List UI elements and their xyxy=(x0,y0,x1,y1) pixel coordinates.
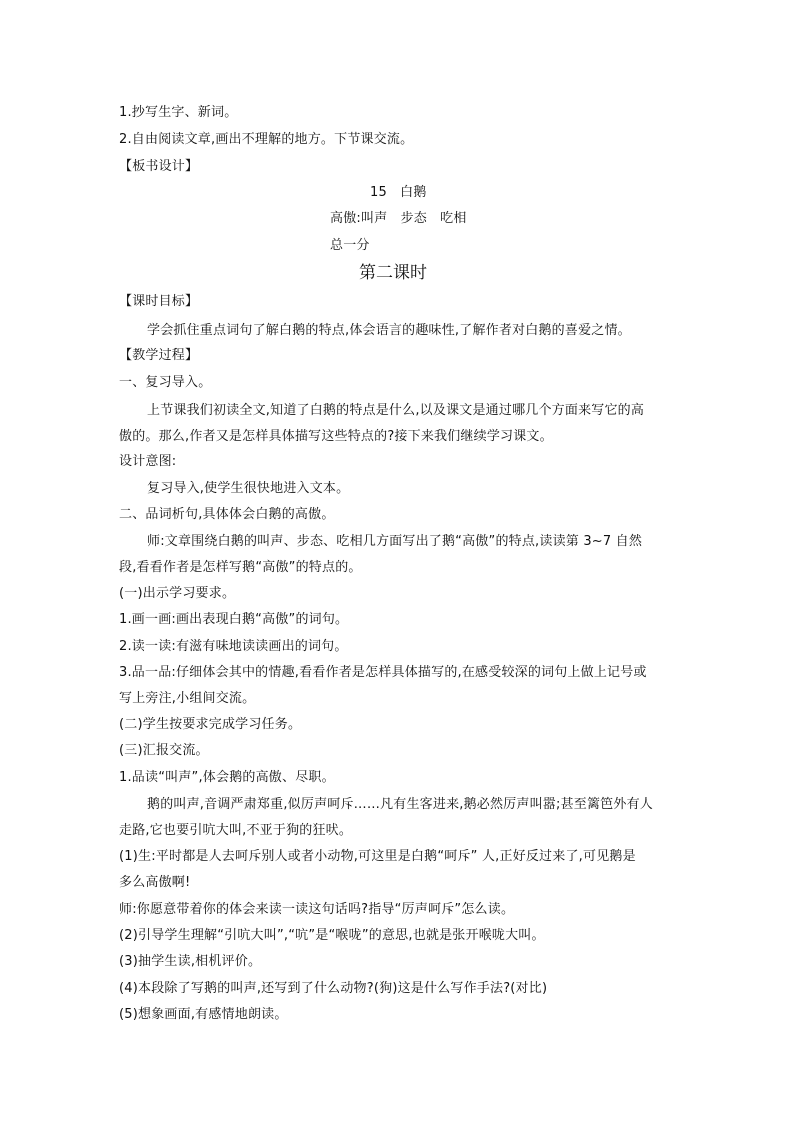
paragraph-line: 段,看看作者是怎样写鹅“高傲”的特点的。 xyxy=(119,560,362,575)
step-heading-review: 一、复习导入。 xyxy=(119,375,212,390)
list-item: (5)想象画面,有感情地朗读。 xyxy=(119,1007,288,1022)
section-heading-objectives: 【课时目标】 xyxy=(119,294,199,309)
list-item: 2.读一读:有滋有味地读读画出的词句。 xyxy=(119,639,348,654)
list-item: (1)生:平时都是人去呵斥别人或者小动物,可这里是白鹅“呵斥” 人,正好反过来了,可见鹅是 xyxy=(119,849,636,864)
paragraph-line: 写上旁注,小组间交流。 xyxy=(119,691,256,706)
board-design-structure: 总一分 xyxy=(330,238,370,253)
lesson-title: 第二课时 xyxy=(359,263,427,283)
paragraph-line: 上节课我们初读全文,知道了白鹅的特点是什么,以及课文是通过哪几个方面来写它的高 xyxy=(147,403,645,418)
paragraph-line: 复习导入,使学生很快地进入文本。 xyxy=(147,481,350,496)
list-item: (3)抽学生读,相机评价。 xyxy=(119,954,262,969)
paragraph-line: 师:文章围绕白鹅的叫声、步态、吃相几方面写出了鹅“高傲”的特点,读读第 3~7 自然 xyxy=(147,534,643,549)
list-item: 3.品一品:仔细体会其中的情趣,看看作者是怎样具体描写的,在感受较深的词句上做上记号或 xyxy=(119,665,647,680)
paragraph-line: 傲的。那么,作者又是怎样具体描写这些特点的?接下来我们继续学习课文。 xyxy=(119,429,553,444)
list-item: (4)本段除了写鹅的叫声,还写到了什么动物?(狗)这是什么写作手法?(对比) xyxy=(119,981,548,996)
sub-heading: (一)出示学习要求。 xyxy=(119,586,236,601)
list-item: 1.品读“叫声”,体会鹅的高傲、尽职。 xyxy=(119,770,335,785)
homework-item-2: 2.自由阅读文章,画出不理解的地方。下节课交流。 xyxy=(119,132,414,147)
paragraph-line: 师:你愿意带着你的体会来读一读这句话吗?指导“厉声呵斥”怎么读。 xyxy=(119,902,515,917)
quote-line: 鹅的叫声,音调严肃郑重,似厉声呵斥……凡有生客进来,鹅必然厉声叫嚣;甚至篱笆外有人 xyxy=(147,797,653,812)
section-heading-process: 【教学过程】 xyxy=(119,348,199,363)
homework-item-1: 1.抄写生字、新词。 xyxy=(119,105,238,120)
paragraph-line: 多么高傲啊! xyxy=(119,875,191,890)
design-intent-label: 设计意图: xyxy=(119,454,177,469)
board-design-title: 15 白鹅 xyxy=(370,185,427,200)
sub-heading: (二)学生按要求完成学习任务。 xyxy=(119,717,302,732)
sub-heading: (三)汇报交流。 xyxy=(119,743,209,758)
section-heading-board-design: 【板书设计】 xyxy=(119,159,199,174)
objectives-text: 学会抓住重点词句了解白鹅的特点,体会语言的趣味性,了解作者对白鹅的喜爱之情。 xyxy=(147,323,631,338)
quote-line: 走路,它也要引吭大叫,不亚于狗的狂吠。 xyxy=(119,823,353,838)
list-item: (2)引导学生理解“引吭大叫”,“吭”是“喉咙”的意思,也就是张开喉咙大叫。 xyxy=(119,928,545,943)
board-design-row: 高傲:叫声 步态 吃相 xyxy=(330,211,467,226)
step-heading-analysis: 二、品词析句,具体体会白鹅的高傲。 xyxy=(119,507,335,522)
list-item: 1.画一画:画出表现白鹅“高傲”的词句。 xyxy=(119,612,349,627)
